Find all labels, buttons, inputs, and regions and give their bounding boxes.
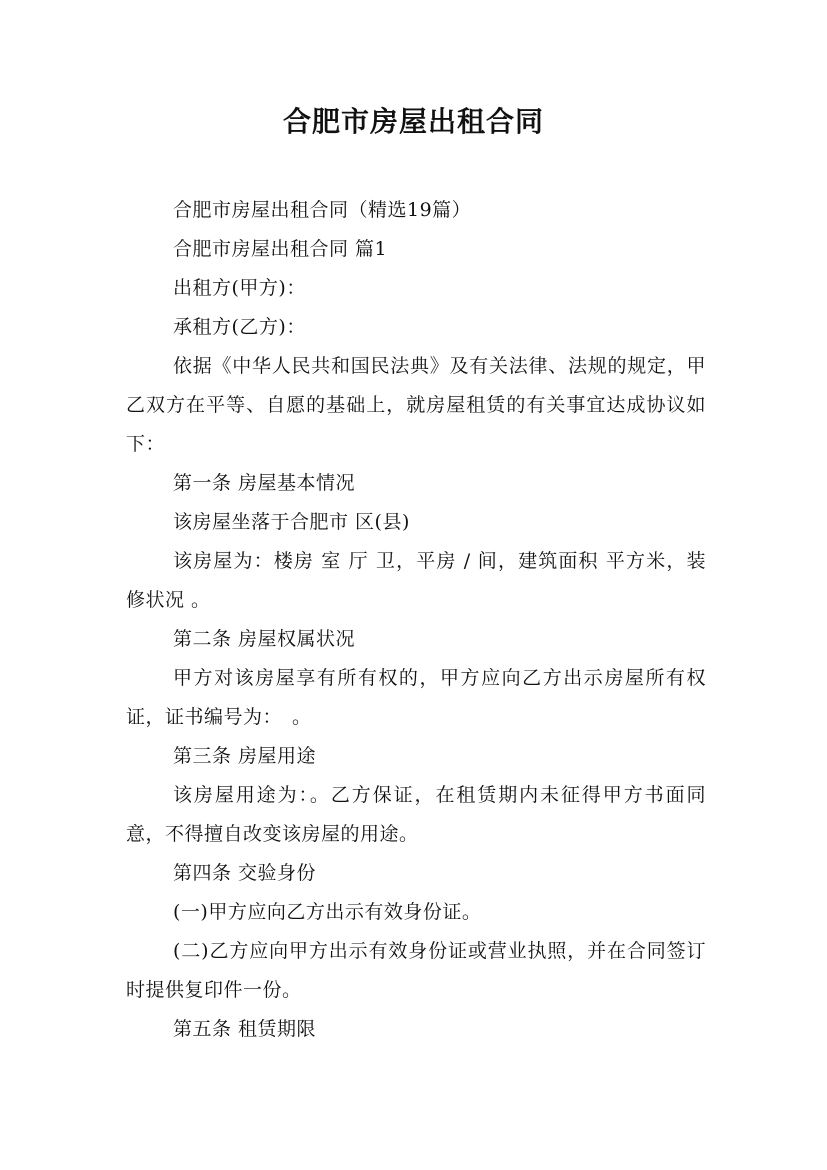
paragraph: 依据《中华人民共和国民法典》及有关法律、法规的规定，甲乙双方在平等、自愿的基础上，就房屋租赁的有关事宜达成协议如下： (126, 355, 706, 455)
paragraph: 甲方对该房屋享有所有权的，甲方应向乙方出示房屋所有权证，证书编号为： 。 (126, 667, 706, 728)
paragraph: 承租方(乙方)： (173, 316, 306, 338)
paragraph: 出租方(甲方)： (173, 277, 306, 299)
paragraph: 第四条 交验身份 (173, 862, 317, 884)
document-title: 合肥市房屋出租合同 (282, 105, 544, 138)
paragraph: 第二条 房屋权属状况 (173, 628, 356, 650)
paragraph: 第一条 房屋基本情况 (173, 472, 356, 494)
paragraph: (二)乙方应向甲方出示有效身份证或营业执照，并在合同签订时提供复印件一份。 (126, 940, 706, 1001)
paragraph: 该房屋坐落于合肥市 区(县) (173, 511, 410, 533)
paragraph: 第五条 租赁期限 (173, 1018, 317, 1040)
paragraph: 合肥市房屋出租合同（精选19篇） (173, 199, 472, 221)
paragraph: 合肥市房屋出租合同 篇1 (173, 238, 388, 260)
paragraph: 第三条 房屋用途 (173, 745, 317, 767)
paragraph: (一)甲方应向乙方出示有效身份证。 (173, 901, 482, 923)
document-body (126, 191, 706, 1049)
paragraph: 该房屋用途为：。乙方保证，在租赁期内未征得甲方书面同意，不得擅自改变该房屋的用途。 (126, 784, 706, 845)
paragraph: 该房屋为：楼房 室 厅 卫，平房 / 间，建筑面积 平方米，装修状况 。 (126, 550, 706, 611)
